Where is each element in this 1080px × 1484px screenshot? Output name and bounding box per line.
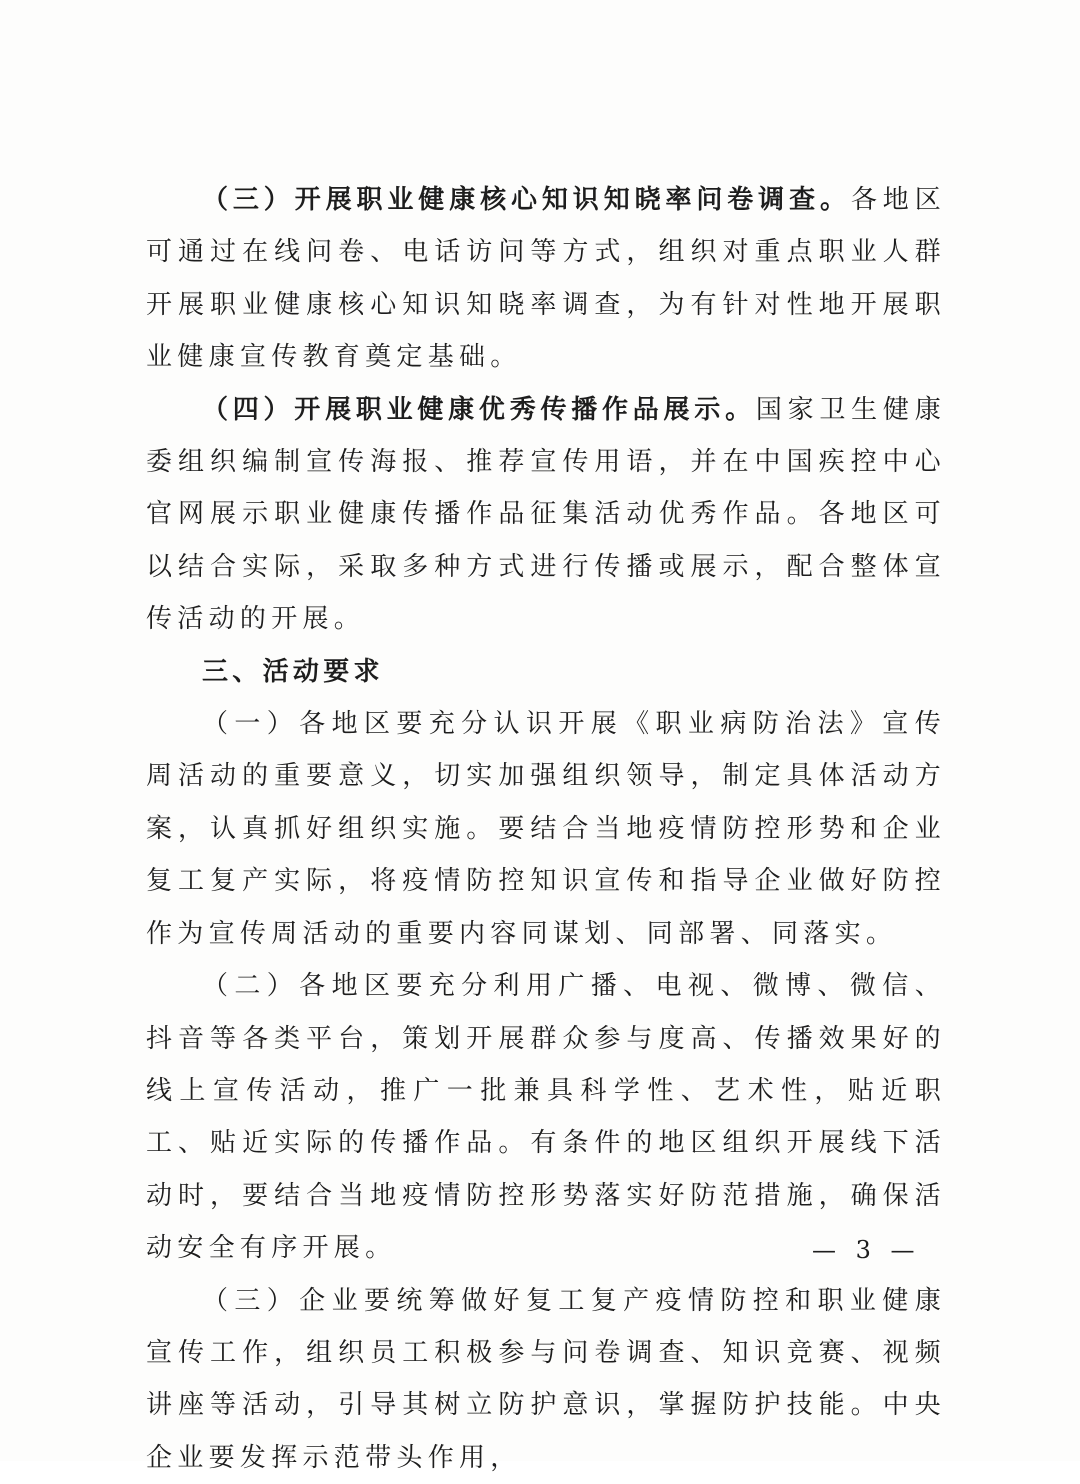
paragraph-requirement-3: （三）企业要统筹做好复工复产疫情防控和职业健康宣传工作，组织员工积极参与问卷调查、知识竞赛、视频讲座等活动，引导其树立防护意识，掌握防护技能。中央企业要发挥示范带头作用， — [146, 1285, 946, 1473]
paragraph-requirement-1: （一）各地区要充分认识开展《职业病防治法》宣传周活动的重要意义，切实加强组织领导，制定具体活动方案，认真抓好组织实施。要结合当地疫情防控形势和企业复工复产实际，将疫情防控知识宣传和指导企业做好防控作为宣传周活动的重要内容同谋划、同部署、同落实。 — [146, 709, 946, 949]
section-heading: 三、活动要求 — [202, 656, 384, 687]
paragraph-requirement-2: （二）各地区要充分利用广播、电视、微博、微信、抖音等各类平台，策划开展群众参与度高、传播效果好的线上宣传活动，推广一批兼具科学性、艺术性，贴近职工、贴近实际的传播作品。有条件的地区组织开展线下活动时，要结合当地疫情防控形势落实好防范措施，确保活动安全有序开展。 — [146, 971, 946, 1264]
paragraph-body: 各地区可通过在线问卷、电话访问等方式，组织对重点职业人群开展职业健康核心知识知晓率调查，为有针对性地开展职业健康宣传教育奠定基础。 — [146, 185, 946, 373]
paragraph-lead: （三）开展职业健康核心知识知晓率问卷调查。 — [202, 185, 851, 215]
page-number: — 3 — — [812, 1236, 921, 1264]
paragraph-body: 国家卫生健康委组织编制宣传海报、推荐宣传用语，并在中国疾控中心官网展示职业健康传播作品征集活动优秀作品。各地区可以结合实际，采取多种方式进行传播或展示，配合整体宣传活动的开展。 — [146, 394, 946, 635]
paragraph-works-exhibition — [146, 384, 946, 646]
paragraph-questionnaire-survey — [146, 174, 946, 384]
paragraph-lead: （四）开展职业健康优秀传播作品展示。 — [202, 394, 756, 425]
document-body — [146, 174, 946, 1484]
